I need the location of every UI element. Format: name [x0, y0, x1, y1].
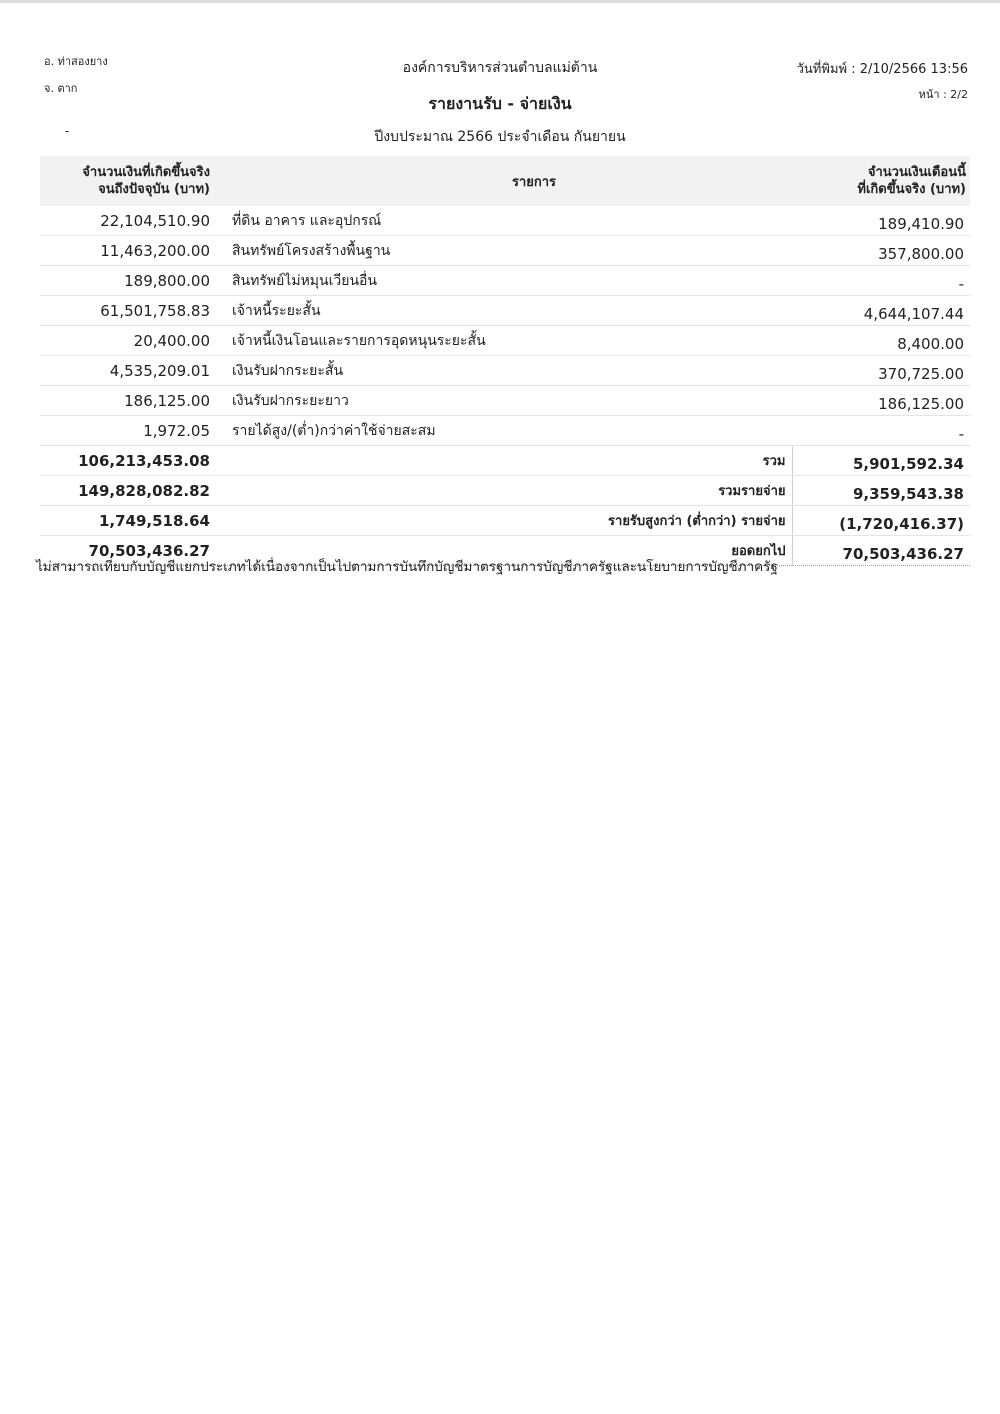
table-row [40, 416, 970, 446]
month-amount: (1,720,416.37) [792, 506, 970, 536]
month-amount: 370,725.00 [792, 356, 970, 386]
item-name: ที่ดิน อาคาร และอุปกรณ์ [220, 206, 792, 236]
month-amount: 9,359,543.38 [792, 476, 970, 506]
print-date: วันที่พิมพ์ : 2/10/2566 13:56 [796, 62, 968, 77]
province-label: จ. ตาก [44, 82, 78, 95]
ytd-amount: 4,535,209.01 [40, 356, 220, 386]
month-amount: 4,644,107.44 [792, 296, 970, 326]
table-row [40, 236, 970, 266]
ytd-amount: 149,828,082.82 [40, 476, 220, 506]
header-month-line1: จำนวนเงินเดือนนี้ [867, 165, 966, 180]
ytd-amount: 20,400.00 [40, 326, 220, 356]
item-name: เงินรับฝากระยะยาว [220, 386, 792, 416]
ytd-amount: 1,972.05 [40, 416, 220, 446]
item-name: รายได้สูง/(ต่ำ)กว่าค่าใช้จ่ายสะสม [220, 416, 792, 446]
page-number: หน้า : 2/2 [918, 88, 968, 101]
ytd-amount: 186,125.00 [40, 386, 220, 416]
item-name: สินทรัพย์โครงสร้างพื้นฐาน [220, 236, 792, 266]
ytd-amount: 1,749,518.64 [40, 506, 220, 536]
report-title: รายงานรับ - จ่ายเงิน [428, 94, 572, 113]
table-row [40, 386, 970, 416]
summary-label: รวม [220, 446, 792, 476]
header-month-line2: ที่เกิดขึ้นจริง (บาท) [857, 182, 966, 197]
ytd-amount: 11,463,200.00 [40, 236, 220, 266]
summary-row-surplus [40, 506, 970, 536]
scan-edge [0, 0, 1000, 3]
ytd-amount: 70,503,436.27 [40, 536, 220, 566]
month-amount: - [792, 416, 970, 446]
item-name: เจ้าหนี้เงินโอนและรายการอุดหนุนระยะสั้น [220, 326, 792, 356]
month-amount: 189,410.90 [792, 206, 970, 236]
month-amount: 357,800.00 [792, 236, 970, 266]
month-amount: 8,400.00 [792, 326, 970, 356]
header-ytd-line1: จำนวนเงินที่เกิดขึ้นจริง [82, 165, 210, 180]
receipts-payments-table [40, 156, 970, 566]
month-amount: 186,125.00 [792, 386, 970, 416]
summary-label: รวมรายจ่าย [220, 476, 792, 506]
summary-label: ยอดยกไป [220, 536, 792, 566]
header-ytd-line2: จนถึงปัจจุบัน (บาท) [98, 182, 210, 197]
table-row [40, 326, 970, 356]
organization-name: องค์การบริหารส่วนตำบลแม่ต้าน [402, 60, 598, 76]
month-amount: - [792, 266, 970, 296]
table-row [40, 356, 970, 386]
summary-row-total [40, 446, 970, 476]
ytd-amount: 22,104,510.90 [40, 206, 220, 236]
table-row [40, 266, 970, 296]
summary-row-expenses [40, 476, 970, 506]
summary-label: รายรับสูงกว่า (ต่ำกว่า) รายจ่าย [220, 506, 792, 536]
ytd-amount: 189,800.00 [40, 266, 220, 296]
header-ytd [40, 156, 220, 206]
header-month [792, 156, 970, 206]
footnote: ไม่สามารถเทียบกับบัญชีแยกประเภทได้เนื่องจากเป็นไปตามการบันทึกบัญชีมาตรฐานการบัญชีภาครัฐและนโยบายการบัญชีภาครัฐ [36, 559, 778, 575]
header-item: รายการ [220, 156, 792, 206]
table-header-row [40, 156, 970, 206]
month-amount: 5,901,592.34 [792, 446, 970, 476]
table-row [40, 206, 970, 236]
item-name: เจ้าหนี้ระยะสั้น [220, 296, 792, 326]
district-label: อ. ท่าสองยาง [44, 55, 108, 68]
dash-mark: - [65, 124, 70, 138]
month-amount: 70,503,436.27 [792, 536, 970, 566]
item-name: สินทรัพย์ไม่หมุนเวียนอื่น [220, 266, 792, 296]
table-row [40, 296, 970, 326]
ytd-amount: 61,501,758.83 [40, 296, 220, 326]
ytd-amount: 106,213,453.08 [40, 446, 220, 476]
item-name: เงินรับฝากระยะสั้น [220, 356, 792, 386]
report-period: ปีงบประมาณ 2566 ประจำเดือน กันยายน [374, 129, 626, 145]
